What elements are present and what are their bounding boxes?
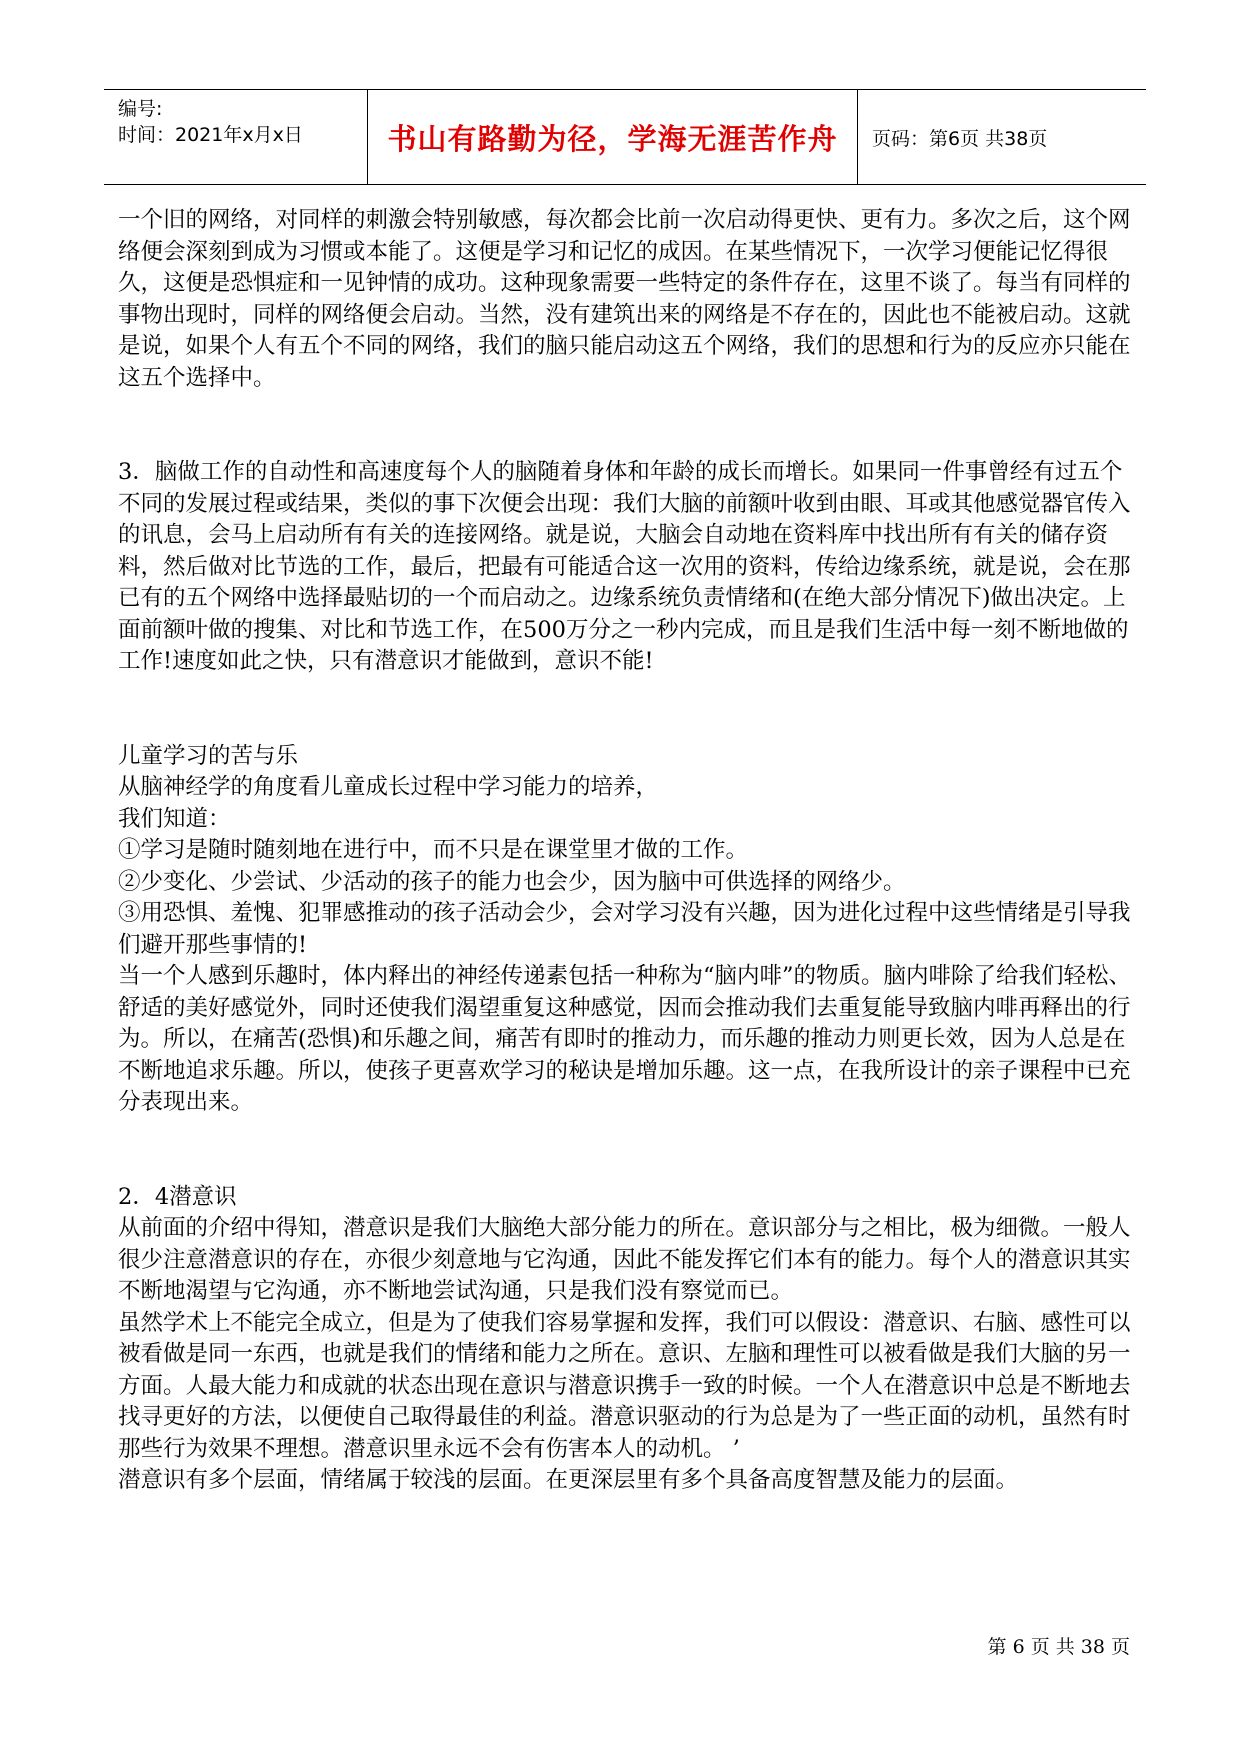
- header-motto: 书山有路勤为径，学海无涯苦作舟: [368, 90, 858, 184]
- header-meta: [104, 90, 368, 184]
- list-item: ③用恐惧、羞愧、犯罪感推动的孩子活动会少，会对学习没有兴趣，因为进化过程中这些情绪是引导我们避开那些事情的!: [118, 900, 1131, 958]
- section-networks: [118, 205, 1138, 394]
- paragraph: 从脑神经学的角度看儿童成长过程中学习能力的培养，: [118, 774, 659, 800]
- section-heading: 2．4潜意识: [118, 1183, 237, 1210]
- list-item: ②少变化、少尝试、少活动的孩子的能力也会少，因为脑中可供选择的网络少。: [118, 868, 906, 895]
- header-page-info: 页码：第6页 共38页: [872, 127, 1048, 150]
- document-time-label: 时间：2021年x月x日: [118, 124, 303, 146]
- paragraph: 潜意识有多个层面，情绪属于较浅的层面。在更深层里有多个具备高度智慧及能力的层面。: [118, 1467, 1019, 1493]
- paragraph: 虽然学术上不能完全成立，但是为了使我们容易掌握和发挥，我们可以假设：潜意识、右脑、感性可以被看做是同一东西，也就是我们的情绪和能力之所在。意识、左脑和理性可以被看做是我们大脑的另一方面。人最大能力和成就的状态出现在意识与潜意识携手一致的时候。一个人在潜意识中总是不断地去找寻更好的方法，以便使自己取得最佳的利益。潜意识驱动的行为总是为了一些正面的动机，虽然有时那些行为效果不理想。潜意识里永远不会有伤害本人的动机。 ’: [118, 1309, 1131, 1462]
- page-footer: 第 6 页 共 38 页: [987, 1636, 1130, 1658]
- paragraph: 3．脑做工作的自动性和高速度每个人的脑随着身体和年龄的成长而增长。如果同一件事曾经有过五个不同的发展过程或结果，类似的事下次便会出现：我们大脑的前额叶收到由眼、耳或其他感觉器官传入的讯息，会马上启动所有有关的连接网络。就是说，大脑会自动地在资料库中找出所有有关的储存资料，然后做对比节选的工作，最后，把最有可能适合这一次用的资料，传给边缘系统，就是说，会在那已有的五个网络中选择最贴切的一个而启动之。边缘系统负责情绪和(在绝大部分情况下)做出决定。上面前额叶做的搜集、对比和节选工作，在500万分之一秒内完成，而且是我们生活中每一刻不断地做的工作!速度如此之快，只有潜意识才能做到，意识不能!: [118, 459, 1131, 674]
- section-heading: 儿童学习的苦与乐: [118, 742, 299, 769]
- paragraph: 从前面的介绍中得知，潜意识是我们大脑绝大部分能力的所在。意识部分与之相比，极为细微。一般人很少注意潜意识的存在，亦很少刻意地与它沟通，因此不能发挥它们本有的能力。每个人的潜意识其实不断地渴望与它沟通，亦不断地尝试沟通，只是我们没有察觉而已。: [118, 1215, 1131, 1304]
- section-brain-speed: [118, 457, 1138, 678]
- section-children-learning: [118, 741, 1138, 1119]
- document-number-label: 编号:: [118, 98, 163, 120]
- page-header: [104, 89, 1146, 185]
- paragraph: 当一个人感到乐趣时，体内释出的神经传递素包括一种称为“脑内啡”的物质。脑内啡除了给我们轻松、舒适的美好感觉外，同时还使我们渴望重复这种感觉，因而会推动我们去重复能导致脑内啡再释出的行为。所以，在痛苦(恐惧)和乐趣之间，痛苦有即时的推动力，而乐趣的推动力则更长效，因为人总是在不断地追求乐趣。所以，使孩子更喜欢学习的秘诀是增加乐趣。这一点，在我所设计的亲子课程中已充分表现出来。: [118, 963, 1132, 1115]
- paragraph: 我们知道：: [118, 805, 231, 832]
- document-body: [118, 205, 1138, 1497]
- section-subconscious: [118, 1182, 1138, 1497]
- list-item: ①学习是随时随刻地在进行中，而不只是在课堂里才做的工作。: [118, 837, 749, 863]
- paragraph: 一个旧的网络，对同样的刺激会特别敏感，每次都会比前一次启动得更快、更有力。多次之后，这个网络便会深刻到成为习惯或本能了。这便是学习和记忆的成因。在某些情况下，一次学习便能记忆得很久，这便是恐惧症和一见钟情的成功。这种现象需要一些特定的条件存在，这里不谈了。每当有同样的事物出现时，同样的网络便会启动。当然，没有建筑出来的网络是不存在的，因此也不能被启动。这就是说，如果个人有五个不同的网络，我们的脑只能启动这五个网络，我们的思想和行为的反应亦只能在这五个选择中。: [118, 207, 1131, 391]
